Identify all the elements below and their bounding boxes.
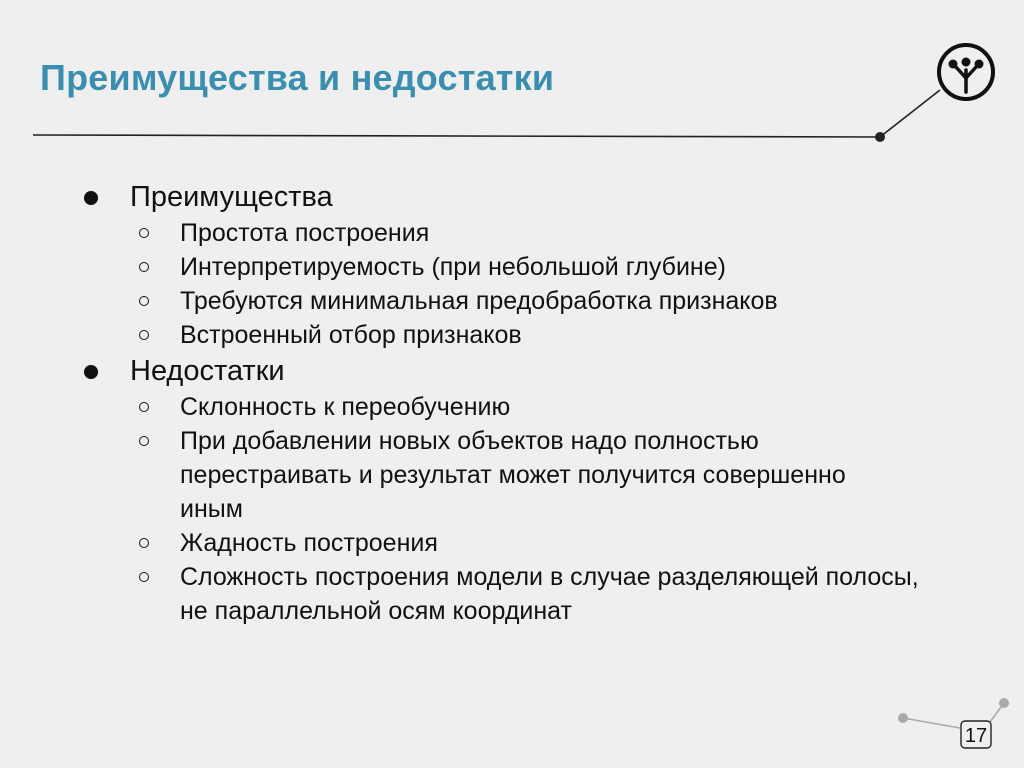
list-item bbox=[130, 284, 820, 318]
bullet-ring-icon bbox=[139, 402, 149, 412]
bullet-ring-icon bbox=[139, 296, 149, 306]
list-item-text: Простота построения bbox=[180, 219, 430, 247]
title-underline bbox=[33, 135, 880, 137]
bullet-ring-icon bbox=[139, 436, 149, 446]
list-item-text: Сложность построения модели в случае разделяющей полосы, не параллельной осям координат bbox=[180, 563, 919, 625]
footer-line-left bbox=[903, 718, 960, 728]
footer-dot-left bbox=[898, 713, 908, 723]
section-advantages bbox=[80, 178, 900, 352]
list-item-text: Требуются минимальная предобработка признаков bbox=[180, 287, 778, 315]
bullet-ring-icon bbox=[139, 262, 149, 272]
bullet-ring-icon bbox=[139, 538, 149, 548]
tree-branch-icon bbox=[936, 42, 996, 102]
connector-line bbox=[880, 90, 940, 137]
slide-title: Преимущества и недостатки bbox=[40, 57, 555, 98]
list-item-text: При добавлении новых объектов надо полностью перестраивать и результат может получится совершенно иным bbox=[180, 427, 846, 523]
list-item bbox=[130, 390, 900, 424]
list-item-text: Интерпретируемость (при небольшой глубине) bbox=[180, 253, 726, 281]
bullet-ring-icon bbox=[139, 572, 149, 582]
section-heading: Недостатки bbox=[130, 355, 285, 387]
section-list bbox=[80, 178, 919, 628]
list-item bbox=[130, 250, 900, 284]
advantages-list bbox=[130, 216, 900, 352]
list-item-text: Склонность к переобучению bbox=[180, 393, 511, 421]
list-item bbox=[130, 560, 920, 628]
list-item bbox=[130, 526, 900, 560]
bullet-dot-icon bbox=[84, 191, 98, 205]
list-item-text: Жадность построения bbox=[180, 529, 438, 557]
footer-dot-right bbox=[999, 698, 1009, 708]
page-number: 17 bbox=[964, 725, 988, 747]
disadvantages-list bbox=[130, 390, 919, 628]
section-heading: Преимущества bbox=[130, 181, 333, 213]
bullet-ring-icon bbox=[139, 228, 149, 238]
footer-line-right bbox=[990, 703, 1004, 722]
section-disadvantages bbox=[80, 352, 919, 628]
list-item bbox=[130, 318, 900, 352]
list-item bbox=[130, 424, 910, 526]
connector-dot bbox=[875, 132, 885, 142]
bullet-ring-icon bbox=[139, 330, 149, 340]
list-item-text: Встроенный отбор признаков bbox=[180, 321, 522, 349]
slide-content bbox=[80, 178, 919, 628]
bullet-dot-icon bbox=[84, 365, 98, 379]
list-item bbox=[130, 216, 900, 250]
